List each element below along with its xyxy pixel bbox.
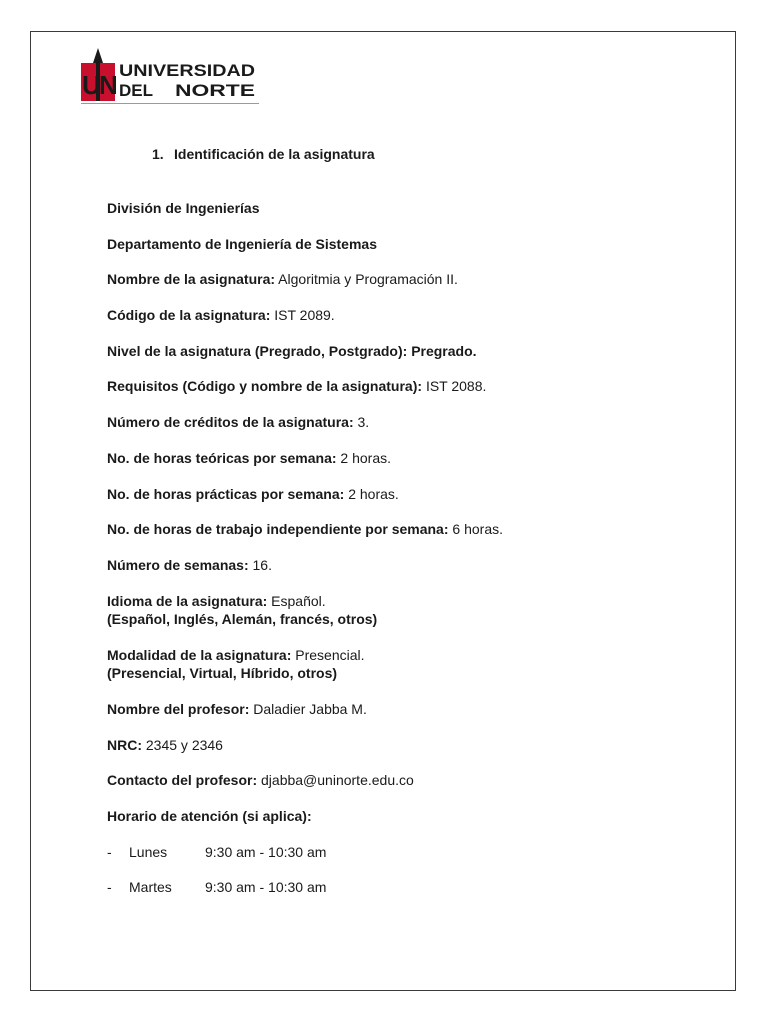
- semanas-field: [107, 556, 272, 574]
- horario-item: [107, 843, 326, 861]
- departamento-text: Departamento de Ingeniería de Sistemas: [107, 236, 377, 252]
- division-field: [107, 199, 260, 217]
- section-title-text: Identificación de la asignatura: [174, 146, 375, 162]
- creditos-label: Número de créditos de la asignatura:: [107, 414, 354, 430]
- idioma-field: [107, 592, 377, 628]
- section-number: 1.: [152, 146, 164, 162]
- university-logo: [81, 46, 259, 106]
- nivel-value: Pregrado.: [411, 343, 477, 359]
- list-bullet: -: [107, 879, 112, 895]
- semanas-label: Número de semanas:: [107, 557, 249, 573]
- svg-text:UNIVERSIDAD: UNIVERSIDAD: [119, 61, 255, 80]
- horas-teoricas-label: No. de horas teóricas por semana:: [107, 450, 337, 466]
- horario-item: [107, 878, 326, 896]
- division-text: División de Ingenierías: [107, 200, 260, 216]
- nrc-label: NRC:: [107, 737, 142, 753]
- requisitos-field: [107, 377, 486, 395]
- nrc-value: 2345 y 2346: [145, 737, 223, 753]
- departamento-field: [107, 235, 377, 253]
- nombre-label: Nombre de la asignatura:: [107, 271, 276, 287]
- nrc-field: [107, 736, 223, 754]
- svg-text:N: N: [99, 70, 118, 100]
- nivel-field: [107, 342, 477, 360]
- list-bullet: -: [107, 844, 112, 860]
- horas-practicas-label: No. de horas prácticas por semana:: [107, 486, 345, 502]
- svg-text:U: U: [82, 70, 101, 100]
- profesor-label: Nombre del profesor:: [107, 701, 250, 717]
- modalidad-value: Presencial.: [295, 647, 365, 663]
- contacto-field: [107, 771, 414, 789]
- document-page: [30, 31, 736, 991]
- nivel-label: Nivel de la asignatura (Pregrado, Postgrado):: [107, 343, 408, 359]
- idioma-label: Idioma de la asignatura:: [107, 593, 268, 609]
- codigo-field: [107, 306, 335, 324]
- horas-practicas-field: [107, 485, 399, 503]
- contacto-email: djabba@uninorte.edu.co: [261, 772, 414, 788]
- horario-day: Lunes: [129, 844, 168, 860]
- creditos-field: [107, 413, 369, 431]
- requisitos-value: IST 2088.: [425, 378, 487, 394]
- section-heading: [152, 146, 375, 162]
- modalidad-label: Modalidad de la asignatura:: [107, 647, 292, 663]
- uninorte-logo-icon: [81, 46, 259, 106]
- horas-teoricas-value: 2 horas.: [340, 450, 392, 466]
- horas-independiente-label: No. de horas de trabajo independiente por semana:: [107, 521, 449, 537]
- codigo-value: IST 2089.: [274, 307, 335, 323]
- horas-practicas-value: 2 horas.: [348, 486, 399, 502]
- horas-teoricas-field: [107, 449, 391, 467]
- modalidad-field: [107, 646, 365, 682]
- horario-time: 9:30 am - 10:30 am: [205, 879, 327, 895]
- horario-label: Horario de atención (si aplica):: [107, 808, 312, 824]
- horario-day: Martes: [129, 879, 172, 895]
- requisitos-label: Requisitos (Código y nombre de la asignatura):: [107, 378, 423, 394]
- idioma-options: (Español, Inglés, Alemán, francés, otros): [107, 611, 378, 627]
- nombre-value: Algoritmia y Programación II.: [278, 271, 458, 287]
- horario-time: 9:30 am - 10:30 am: [205, 844, 327, 860]
- creditos-value: 3.: [357, 414, 370, 430]
- profesor-field: [107, 700, 367, 718]
- codigo-label: Código de la asignatura:: [107, 307, 271, 323]
- idioma-value: Español.: [271, 593, 326, 609]
- contacto-label: Contacto del profesor:: [107, 772, 258, 788]
- modalidad-options: (Presencial, Virtual, Híbrido, otros): [107, 665, 338, 681]
- horas-independiente-value: 6 horas.: [452, 521, 503, 537]
- nombre-field: [107, 270, 458, 288]
- profesor-value: Daladier Jabba M.: [253, 701, 367, 717]
- horario-field: [107, 807, 312, 825]
- svg-text:DEL: DEL: [119, 81, 153, 100]
- svg-text:NORTE: NORTE: [175, 81, 255, 100]
- horas-independiente-field: [107, 520, 503, 538]
- semanas-value: 16.: [252, 557, 272, 573]
